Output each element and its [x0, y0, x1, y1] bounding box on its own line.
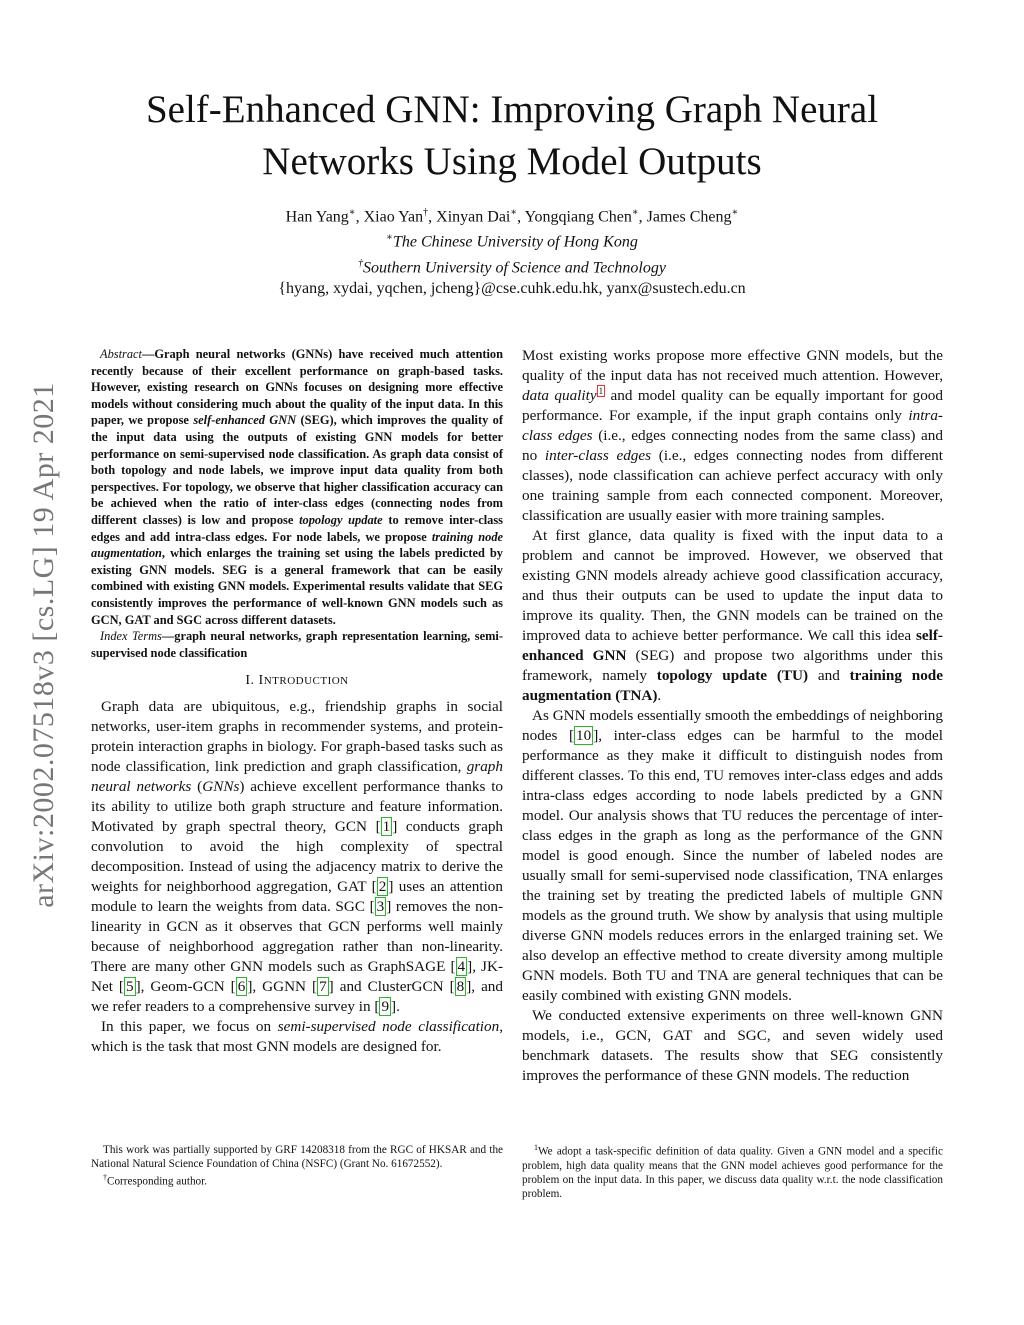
- arxiv-identifier: arXiv:2002.07518v3 [cs.LG] 19 Apr 2021: [27, 382, 60, 908]
- arxiv-sidebar-stamp: [26, 350, 62, 940]
- footnote-link[interactable]: 1: [598, 385, 604, 396]
- affiliation-1: ∗The Chinese University of Hong Kong: [386, 232, 638, 251]
- citation-link[interactable]: 4: [457, 958, 466, 976]
- right-paragraph-4: We conducted extensive experiments on three well-known GNN models, i.e., GCN, GAT and SGC, and seven widely used benchmark datasets. The results show that SEG consistently improves the performance of these GNN models. The reduction: [522, 1007, 943, 1084]
- section-heading-introduction: I. INTRODUCTION: [245, 673, 349, 689]
- author-mark: ∗: [631, 207, 639, 218]
- citation-link[interactable]: 6: [237, 978, 246, 996]
- footnotes-left: [91, 1143, 503, 1189]
- footnote-1: $^1$We adopt a task-specific definition of data quality. Given a GNN model and a specific problem, high data quality means that the GNN model achieves good performance for the problem on the input data. In this paper, we discuss data quality w.r.t. the node classification problem.: [522, 1143, 943, 1200]
- author-name: Yongqiang Chen: [524, 208, 632, 226]
- citation-link[interactable]: 10: [576, 727, 592, 744]
- title-line-2: Networks Using Model Outputs: [262, 140, 762, 183]
- author-name: Xinyan Dai: [436, 208, 511, 226]
- author-emails: {hyang, xydai, yqchen, jcheng}@cse.cuhk.edu.hk, yanx@sustech.edu.cn: [278, 279, 746, 297]
- title-line-1: Self-Enhanced GNN: Improving Graph Neural: [145, 88, 879, 131]
- intro-paragraph-1: Graph data are ubiquitous, e.g., friendship graphs in social networks, user-item graphs in recommender systems, and protein-protein interaction graphs in biology. For graph-based tasks such as node classification, link prediction and graph classification, graph neural networks (GNNs) achieve excellent performance thanks to its ability to utilize both graph structure and feature information. Motivated by graph spectral theory, GCN [ 1 ] conducts graph convolution to avoid the high complexity of spectral decomposition. Instead of using the adjacency matrix to derive the weights for neighborhood aggregation, GAT [ 2 ] uses an attention module to learn the weights from data. SGC [ 3 ] removes the non-linearity in GCN as it observes that GCN performs well mainly because of neighborhood aggregation rather than non-linearity. There are many other GNN models such as GraphSAGE [ 4 ], JK-Net [ 5 ], Geom-GCN [ 6 ], GGNN [ 7 ] and ClusterGCN [ 8 ], and we refer readers to a comprehensive survey in [ 9 ].: [91, 698, 504, 1016]
- citation-link[interactable]: 7: [319, 978, 327, 996]
- author-list: Han Yang∗, Xiao Yan†, Xinyan Dai∗, Yongqiang Chen∗, James Cheng∗: [285, 207, 739, 226]
- affiliation-2: †Southern University of Science and Technology: [358, 257, 666, 276]
- citation-link[interactable]: 3: [376, 898, 385, 916]
- author-mark: ∗: [731, 207, 739, 218]
- author-mark: †: [423, 207, 429, 218]
- author-name: James Cheng: [646, 208, 732, 226]
- index-terms: Index Terms—graph neural networks, graph representation learning, semi-supervised node classification: [91, 629, 503, 660]
- right-paragraph-3: As GNN models essentially smooth the embeddings of neighboring nodes [ 10 ], inter-class edges can be harmful to the model performance as they make it difficult to distinguish nodes from different classes. To this end, TU removes inter-class edges and adds intra-class edges according to node labels predicted by a GNN model. Our analysis shows that TU reduces the percentage of inter-class edges in the graph as long as the performance of the GNN model is good enough. Since the number of labeled nodes are usually small for semi-supervised node classification, TNA enlarges the training set by treating the predicted labels of multiple GNN models as the ground truth. We show by analysis that using multiple diverse GNN models reduces errors in the enlarged training set. We also develop an effective method to create diversity among multiple GNN models. Both TU and TNA are general techniques that can be easily combined with existing GNN models.: [522, 707, 943, 1004]
- author-name: Xiao Yan: [363, 208, 424, 226]
- citation-link[interactable]: 2: [378, 878, 387, 896]
- funding-note: This work was partially supported by GRF 14208318 from the RGC of HKSAR and the National Natural Science Foundation of China (NSFC) (Grant No. 61672552).: [91, 1144, 503, 1170]
- citation-link[interactable]: 8: [456, 978, 465, 996]
- author-block: [90, 202, 934, 299]
- left-column: [91, 346, 503, 1057]
- footnotes-right: [522, 1141, 943, 1201]
- citation-link[interactable]: 1: [382, 818, 391, 836]
- intro-paragraph-2: In this paper, we focus on semi-supervised node classification, which is the task that most GNN models are designed for.: [91, 1018, 503, 1056]
- abstract: Abstract—Graph neural networks (GNNs) have received much attention recently because of their excellent performance on graph-based tasks. However, existing research on GNNs focuses on designing more effective models without considering much about the quality of the input data. In this paper, we propose self-enhanced GNN (SEG), which improves the quality of the input data using the outputs of existing GNN models for better performance on semi-supervised node classification. As graph data consist of both topology and node labels, we improve input data quality from both perspectives. For topology, we observe that higher classification accuracy can be achieved when the ratio of inter-class edges (connecting nodes from different classes) is low and propose topology update to remove inter-class edges and add intra-class edges. For node labels, we propose training node augmentation, which enlarges the training set using the labels predicted by existing GNN models. SEG is a general framework that can be easily combined with existing GNN models. Experimental results validate that SEG consistently improves the performance of well-known GNN models such as GCN, GAT and SGC across different datasets.: [91, 347, 504, 627]
- citation-link[interactable]: 5: [125, 978, 134, 996]
- corresponding-author-note: †Corresponding author.: [103, 1173, 208, 1188]
- right-column: [522, 346, 943, 1086]
- citation-link[interactable]: 9: [381, 998, 390, 1016]
- right-paragraph-2: At first glance, data quality is fixed with the input data to a problem and cannot be improved. However, we observed that existing GNN models already achieve good classification accuracy, and thus their outputs can be used to update the input data to improve its quality. Then, the GNN models can be trained on the improved data to achieve better performance. We call this idea self-enhanced GNN (SEG) and propose two algorithms under this framework, namely topology update (TU) and training node augmentation (TNA).: [522, 527, 943, 704]
- author-mark: ∗: [510, 207, 518, 218]
- right-paragraph-1: Most existing works propose more effective GNN models, but the quality of the input data has not received much attention. However, data quality $^1$ and model quality can be equally important for good performance. For example, if the input graph contains only intra-class edges (i.e., edges connecting nodes from the same class) and no inter-class edges (i.e., edges connecting nodes from different classes), node classification can achieve perfect accuracy with only one training sample from each connected component. Moreover, classification are usually easier with more training samples.: [522, 347, 943, 524]
- author-mark: ∗: [348, 207, 356, 218]
- author-name: Han Yang: [285, 208, 349, 226]
- paper-title: [90, 84, 934, 188]
